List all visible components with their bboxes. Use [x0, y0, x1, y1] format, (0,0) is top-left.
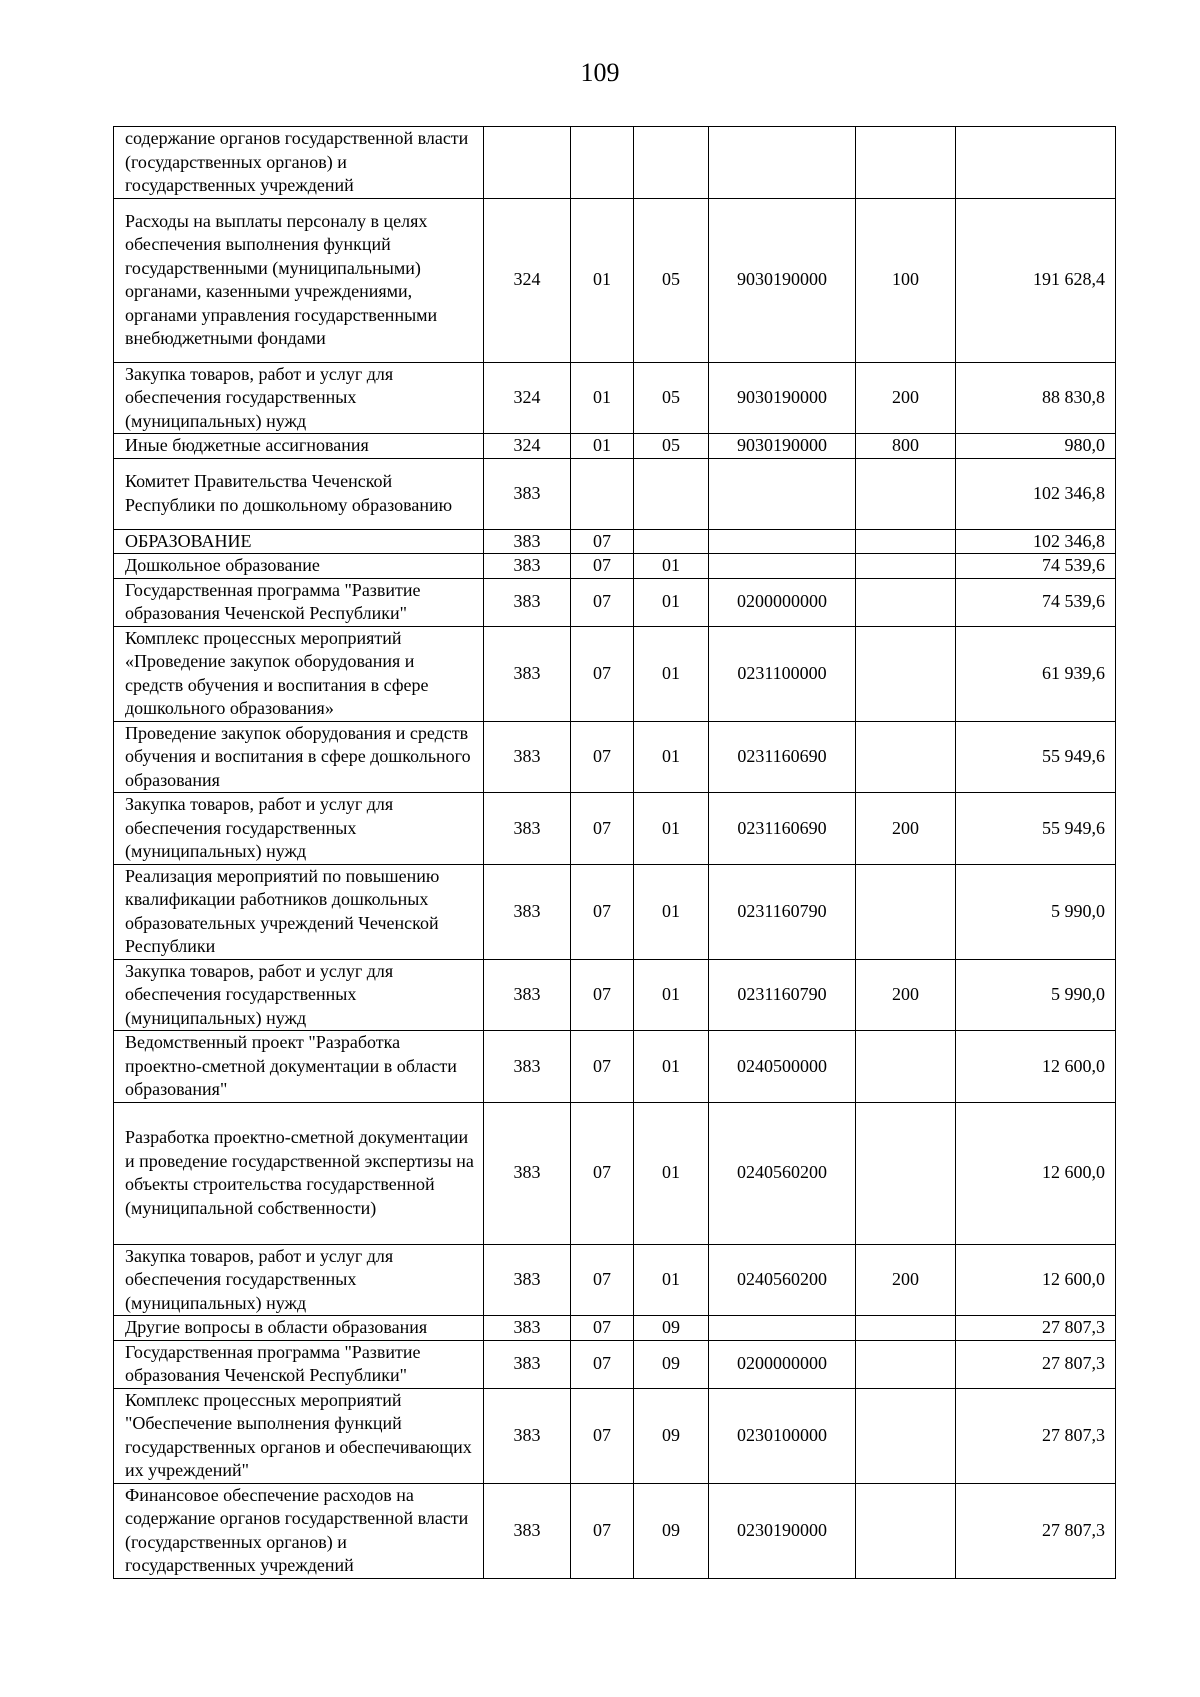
expense-type-code [856, 578, 956, 626]
amount: 27 807,3 [956, 1483, 1116, 1578]
section-code: 07 [571, 1316, 634, 1341]
subsection-code [634, 458, 709, 529]
ministry-code: 383 [484, 1340, 571, 1388]
ministry-code: 383 [484, 1102, 571, 1244]
table-row [114, 578, 1116, 626]
table-row [114, 626, 1116, 721]
amount: 27 807,3 [956, 1340, 1116, 1388]
amount: 55 949,6 [956, 721, 1116, 793]
amount: 12 600,0 [956, 1031, 1116, 1103]
amount: 55 949,6 [956, 793, 1116, 865]
ministry-code: 383 [484, 578, 571, 626]
expense-type-code [856, 721, 956, 793]
expense-type-code [856, 554, 956, 579]
section-code: 07 [571, 1244, 634, 1316]
row-name: Комитет Правительства Чеченской Республики по дошкольному образованию [114, 458, 484, 529]
expense-type-code [856, 1102, 956, 1244]
section-code [571, 458, 634, 529]
subsection-code: 05 [634, 362, 709, 434]
ministry-code: 383 [484, 1244, 571, 1316]
amount: 74 539,6 [956, 578, 1116, 626]
section-code: 07 [571, 1340, 634, 1388]
section-code [571, 127, 634, 199]
row-name: Другие вопросы в области образования [114, 1316, 484, 1341]
target-article-code [709, 127, 856, 199]
expense-type-code [856, 1340, 956, 1388]
target-article-code: 0200000000 [709, 578, 856, 626]
amount: 27 807,3 [956, 1388, 1116, 1483]
target-article-code: 0240500000 [709, 1031, 856, 1103]
target-article-code: 0240560200 [709, 1102, 856, 1244]
section-code: 07 [571, 864, 634, 959]
amount: 74 539,6 [956, 554, 1116, 579]
ministry-code: 383 [484, 554, 571, 579]
expense-type-code: 200 [856, 793, 956, 865]
section-code: 07 [571, 529, 634, 554]
subsection-code: 01 [634, 626, 709, 721]
target-article-code: 0231160790 [709, 864, 856, 959]
table-row [114, 434, 1116, 459]
row-name: Дошкольное образование [114, 554, 484, 579]
target-article-code: 9030190000 [709, 362, 856, 434]
table-body [114, 127, 1116, 1579]
amount: 27 807,3 [956, 1316, 1116, 1341]
target-article-code [709, 1316, 856, 1341]
amount: 5 990,0 [956, 864, 1116, 959]
table-row [114, 1244, 1116, 1316]
section-code: 01 [571, 198, 634, 362]
row-name: Государственная программа "Развитие образования Чеченской Республики" [114, 578, 484, 626]
subsection-code: 09 [634, 1388, 709, 1483]
row-name: Закупка товаров, работ и услуг для обеспечения государственных (муниципальных) нужд [114, 793, 484, 865]
expense-type-code: 800 [856, 434, 956, 459]
row-name: Закупка товаров, работ и услуг для обеспечения государственных (муниципальных) нужд [114, 1244, 484, 1316]
expense-type-code: 200 [856, 362, 956, 434]
table-row [114, 1102, 1116, 1244]
target-article-code: 0231160690 [709, 721, 856, 793]
table-row [114, 362, 1116, 434]
amount: 102 346,8 [956, 529, 1116, 554]
subsection-code: 09 [634, 1316, 709, 1341]
budget-table [113, 126, 1116, 1579]
ministry-code: 383 [484, 793, 571, 865]
subsection-code: 01 [634, 578, 709, 626]
row-name: Закупка товаров, работ и услуг для обеспечения государственных (муниципальных) нужд [114, 362, 484, 434]
ministry-code: 324 [484, 362, 571, 434]
expense-type-code [856, 529, 956, 554]
amount [956, 127, 1116, 199]
row-name: Расходы на выплаты персоналу в целях обеспечения выполнения функций государственными (муниципальными) органами, казенными учреждениями, органами управления государственными внебюджетными фондами [114, 198, 484, 362]
target-article-code: 0231160790 [709, 959, 856, 1031]
target-article-code [709, 554, 856, 579]
target-article-code: 0240560200 [709, 1244, 856, 1316]
section-code: 07 [571, 793, 634, 865]
ministry-code: 383 [484, 1316, 571, 1341]
table-row [114, 1483, 1116, 1578]
section-code: 07 [571, 721, 634, 793]
subsection-code: 01 [634, 721, 709, 793]
amount: 61 939,6 [956, 626, 1116, 721]
expense-type-code [856, 458, 956, 529]
section-code: 07 [571, 626, 634, 721]
expense-type-code: 100 [856, 198, 956, 362]
target-article-code: 9030190000 [709, 198, 856, 362]
row-name: Проведение закупок оборудования и средств обучения и воспитания в сфере дошкольного образования [114, 721, 484, 793]
section-code: 07 [571, 1102, 634, 1244]
section-code: 01 [571, 434, 634, 459]
ministry-code: 383 [484, 959, 571, 1031]
table-row [114, 554, 1116, 579]
row-name: Комплекс процессных мероприятий «Проведение закупок оборудования и средств обучения и воспитания в сфере дошкольного образования» [114, 626, 484, 721]
row-name: ОБРАЗОВАНИЕ [114, 529, 484, 554]
row-name: Финансовое обеспечение расходов на содержание органов государственной власти (государственных органов) и государственных учреждений [114, 1483, 484, 1578]
expense-type-code [856, 127, 956, 199]
ministry-code [484, 127, 571, 199]
row-name: Государственная программа "Развитие образования Чеченской Республики" [114, 1340, 484, 1388]
target-article-code: 0230190000 [709, 1483, 856, 1578]
row-name: содержание органов государственной власти (государственных органов) и государственных учреждений [114, 127, 484, 199]
expense-type-code [856, 864, 956, 959]
subsection-code: 01 [634, 1031, 709, 1103]
expense-type-code [856, 1316, 956, 1341]
target-article-code [709, 458, 856, 529]
subsection-code: 01 [634, 1102, 709, 1244]
expense-type-code [856, 1388, 956, 1483]
ministry-code: 383 [484, 721, 571, 793]
subsection-code [634, 127, 709, 199]
row-name: Разработка проектно-сметной документации и проведение государственной экспертизы на объекты строительства государственной (муниципальной собственности) [114, 1102, 484, 1244]
ministry-code: 383 [484, 864, 571, 959]
subsection-code: 05 [634, 198, 709, 362]
section-code: 07 [571, 1483, 634, 1578]
row-name: Закупка товаров, работ и услуг для обеспечения государственных (муниципальных) нужд [114, 959, 484, 1031]
expense-type-code [856, 626, 956, 721]
subsection-code: 01 [634, 959, 709, 1031]
target-article-code: 0230100000 [709, 1388, 856, 1483]
target-article-code: 0231100000 [709, 626, 856, 721]
section-code: 07 [571, 1031, 634, 1103]
subsection-code: 01 [634, 1244, 709, 1316]
target-article-code: 0231160690 [709, 793, 856, 865]
ministry-code: 383 [484, 1483, 571, 1578]
expense-type-code: 200 [856, 1244, 956, 1316]
table-row [114, 1031, 1116, 1103]
table-row [114, 1340, 1116, 1388]
subsection-code: 09 [634, 1340, 709, 1388]
row-name: Реализация мероприятий по повышению квалификации работников дошкольных образовательных учреждений Чеченской Республики [114, 864, 484, 959]
table-row [114, 198, 1116, 362]
table-row [114, 1316, 1116, 1341]
table-row [114, 127, 1116, 199]
target-article-code [709, 529, 856, 554]
ministry-code: 383 [484, 458, 571, 529]
table-row [114, 793, 1116, 865]
amount: 102 346,8 [956, 458, 1116, 529]
table-row [114, 529, 1116, 554]
ministry-code: 383 [484, 529, 571, 554]
amount: 88 830,8 [956, 362, 1116, 434]
section-code: 01 [571, 362, 634, 434]
amount: 5 990,0 [956, 959, 1116, 1031]
subsection-code: 01 [634, 554, 709, 579]
ministry-code: 324 [484, 434, 571, 459]
expense-type-code [856, 1031, 956, 1103]
table-row [114, 1388, 1116, 1483]
row-name: Иные бюджетные ассигнования [114, 434, 484, 459]
page-number: 109 [580, 58, 620, 87]
section-code: 07 [571, 1388, 634, 1483]
ministry-code: 324 [484, 198, 571, 362]
target-article-code: 9030190000 [709, 434, 856, 459]
section-code: 07 [571, 959, 634, 1031]
amount: 191 628,4 [956, 198, 1116, 362]
subsection-code [634, 529, 709, 554]
row-name: Ведомственный проект "Разработка проектно-сметной документации в области образования" [114, 1031, 484, 1103]
subsection-code: 01 [634, 793, 709, 865]
subsection-code: 09 [634, 1483, 709, 1578]
section-code: 07 [571, 554, 634, 579]
expense-type-code: 200 [856, 959, 956, 1031]
amount: 12 600,0 [956, 1102, 1116, 1244]
amount: 980,0 [956, 434, 1116, 459]
table-row [114, 721, 1116, 793]
ministry-code: 383 [484, 626, 571, 721]
ministry-code: 383 [484, 1388, 571, 1483]
subsection-code: 01 [634, 864, 709, 959]
table-row [114, 864, 1116, 959]
table-row [114, 458, 1116, 529]
target-article-code: 0200000000 [709, 1340, 856, 1388]
table-row [114, 959, 1116, 1031]
row-name: Комплекс процессных мероприятий "Обеспечение выполнения функций государственных органов и обеспечивающих их учреждений" [114, 1388, 484, 1483]
expense-type-code [856, 1483, 956, 1578]
ministry-code: 383 [484, 1031, 571, 1103]
subsection-code: 05 [634, 434, 709, 459]
amount: 12 600,0 [956, 1244, 1116, 1316]
section-code: 07 [571, 578, 634, 626]
